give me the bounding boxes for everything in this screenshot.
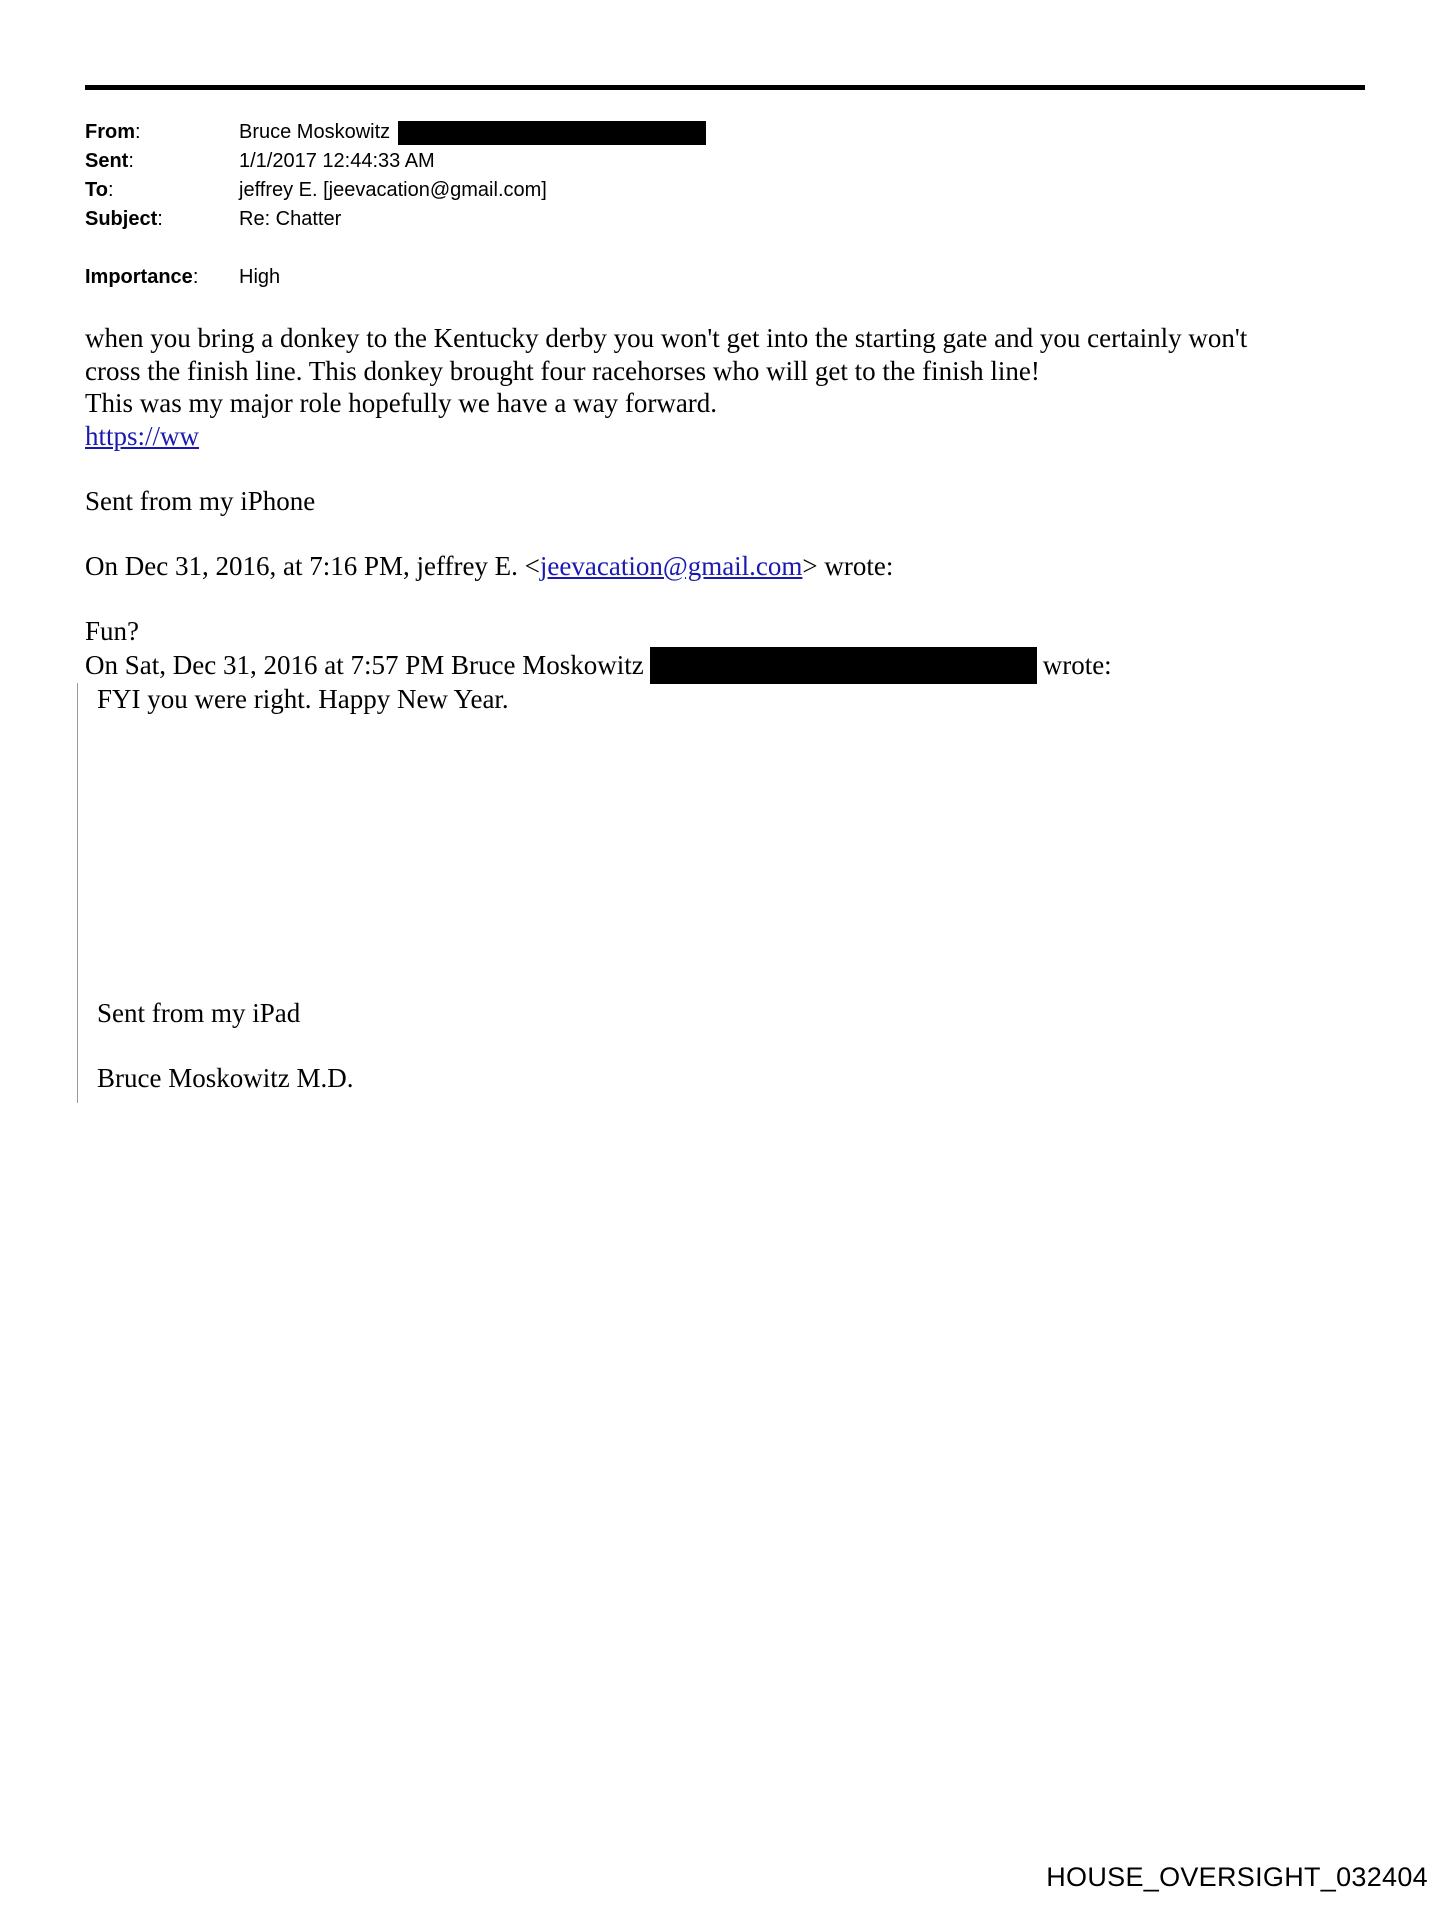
reply-intro: On Dec 31, 2016, at 7:16 PM, jeffrey E. <jeevacation@gmail.com> wrote: xyxy=(85,550,894,581)
importance-value: High xyxy=(239,266,281,288)
sent-value: 1/1/2017 12:44:33 AM xyxy=(239,150,435,172)
iphone-signature: Sent from my iPhone xyxy=(85,485,316,516)
body-line: This was my major role hopefully we have a way forward. xyxy=(85,388,718,418)
to-row: To: jeffrey E. [jeevacation@gmail.com] xyxy=(85,176,706,205)
subject-value: Re: Chatter xyxy=(239,208,342,230)
from-label: From xyxy=(85,121,135,143)
to-value: jeffrey E. [jeevacation@gmail.com] xyxy=(239,179,547,201)
redaction-bar xyxy=(398,121,706,145)
body-line: when you bring a donkey to the Kentucky derby you won't get into the starting gate and you certainly won't xyxy=(85,323,1248,353)
quoted-message xyxy=(77,683,509,1103)
importance-label: Importance xyxy=(85,266,193,288)
bates-number: HOUSE_OVERSIGHT_032404 xyxy=(1046,1862,1428,1892)
email-body xyxy=(85,322,1375,684)
sent-label: Sent xyxy=(85,150,129,172)
sender-signature: Bruce Moskowitz M.D. xyxy=(97,1063,354,1093)
subject-row: Subject: Re: Chatter xyxy=(85,205,706,234)
reply-text: Fun? xyxy=(85,615,139,646)
email-link[interactable]: jeevacation@gmail.com xyxy=(539,550,803,581)
to-label: To xyxy=(85,179,108,201)
body-link[interactable]: https://ww xyxy=(85,420,200,451)
subject-label: Subject xyxy=(85,208,158,230)
importance-row: Importance: High xyxy=(85,263,706,292)
email-header xyxy=(85,118,706,292)
body-line: cross the finish line. This donkey brought four racehorses who will get to the finish line! xyxy=(85,355,1040,386)
sent-row: Sent: 1/1/2017 12:44:33 AM xyxy=(85,147,706,176)
quoted-text: FYI you were right. Happy New Year. xyxy=(97,684,509,714)
header-rule xyxy=(85,85,1365,90)
from-value: Bruce Moskowitz xyxy=(239,121,391,143)
from-row: From: Bruce Moskowitz xyxy=(85,118,706,147)
redaction-bar xyxy=(650,647,1037,684)
ipad-signature: Sent from my iPad xyxy=(97,998,301,1028)
quoted-intro: On Sat, Dec 31, 2016 at 7:57 PM Bruce Moskowitz wrote: xyxy=(85,647,1375,684)
